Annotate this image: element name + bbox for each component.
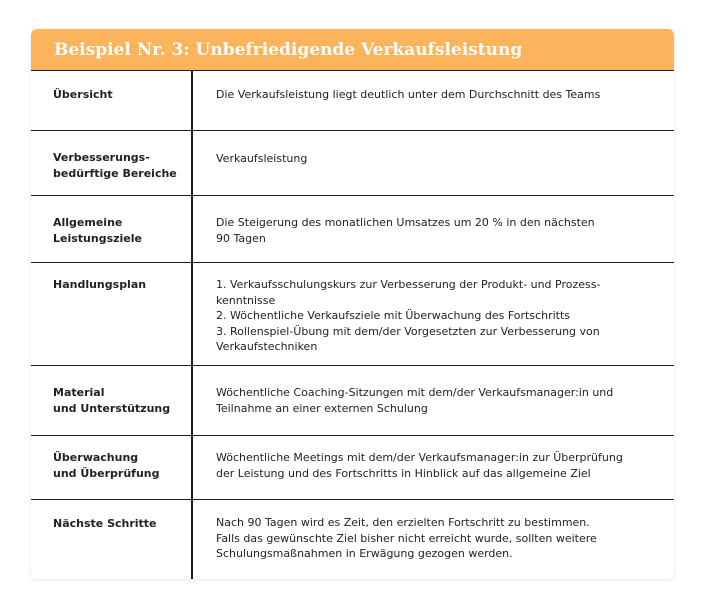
table-row-material [31,365,674,436]
table-row-uebersicht [31,70,674,131]
example-card [31,29,674,579]
row-value-line: Die Steigerung des monatlichen Umsatzes um 20 % in den nächsten [216,216,595,229]
row-label [53,516,183,532]
table-row-ueberwachung [31,435,674,500]
row-value-line: 1. Verkaufsschulungskurs zur Verbesserung der Produkt- und Prozess- [216,278,601,291]
row-value-line: 2. Wöchentliche Verkaufsziele mit Überwachung des Fortschritts [216,309,571,322]
row-value-line: Teilnahme an einer externen Schulung [216,401,428,415]
table-row-bereiche [31,130,674,196]
row-label-line: Überwachung [53,451,139,464]
row-label [53,150,183,182]
row-value [216,385,656,416]
row-value-line: Falls das gewünschte Ziel bisher nicht erreicht wurde, sollten weitere [216,531,597,545]
row-value [216,151,656,167]
row-label-line: bedürftige Bereiche [53,167,177,180]
row-value-line: kenntnisse [216,293,276,307]
row-label [53,277,183,293]
row-value-line: Wöchentliche Meetings mit dem/der Verkaufsmanager:in zur Überprüfung [216,451,623,464]
row-value-line: 90 Tagen [216,231,266,245]
row-value-line: Verkaufstechniken [216,340,318,353]
table-row-leistungsziele [31,195,674,263]
row-label-line: Übersicht [53,88,113,101]
row-label-line: Verbesserungs- [53,151,150,164]
row-value-line: 3. Rollenspiel-Übung mit dem/der Vorgesetzten zur Verbesserung von [216,324,600,338]
row-value [216,277,656,355]
row-label-line: Material [53,386,105,399]
row-label-line: Leistungsziele [53,232,142,245]
row-label-line: Handlungsplan [53,278,147,291]
row-value [216,515,656,562]
row-label [53,215,183,247]
table-row-handlungsplan [31,262,674,366]
row-value-line: Nach 90 Tagen wird es Zeit, den erzielten Fortschritt zu bestimmen. [216,516,590,529]
row-label-line: und Unterstützung [53,402,171,415]
row-value-line: Verkaufsleistung [216,152,308,165]
row-label [53,87,183,103]
card-title: Beispiel Nr. 3: Unbefriedigende Verkaufsleistung [31,29,674,70]
row-label-line: Allgemeine [53,216,123,229]
column-divider [191,70,193,579]
row-value-line: Die Verkaufsleistung liegt deutlich unter dem Durchschnitt des Teams [216,88,601,101]
table-row-naechste-schritte [31,499,674,580]
row-label-line: und Überprüfung [53,467,160,480]
row-value-line: Schulungsmaßnahmen in Erwägung gezogen werden. [216,547,513,560]
row-label-line: Nächste Schritte [53,517,157,530]
row-value-line: der Leistung und des Fortschritts in Hinblick auf das allgemeine Ziel [216,466,591,480]
row-value-line: Wöchentliche Coaching-Sitzungen mit dem/der Verkaufsmanager:in und [216,386,614,399]
row-value [216,215,656,246]
row-label [53,450,183,482]
row-value [216,87,656,103]
row-label [53,385,183,417]
row-value [216,450,656,481]
